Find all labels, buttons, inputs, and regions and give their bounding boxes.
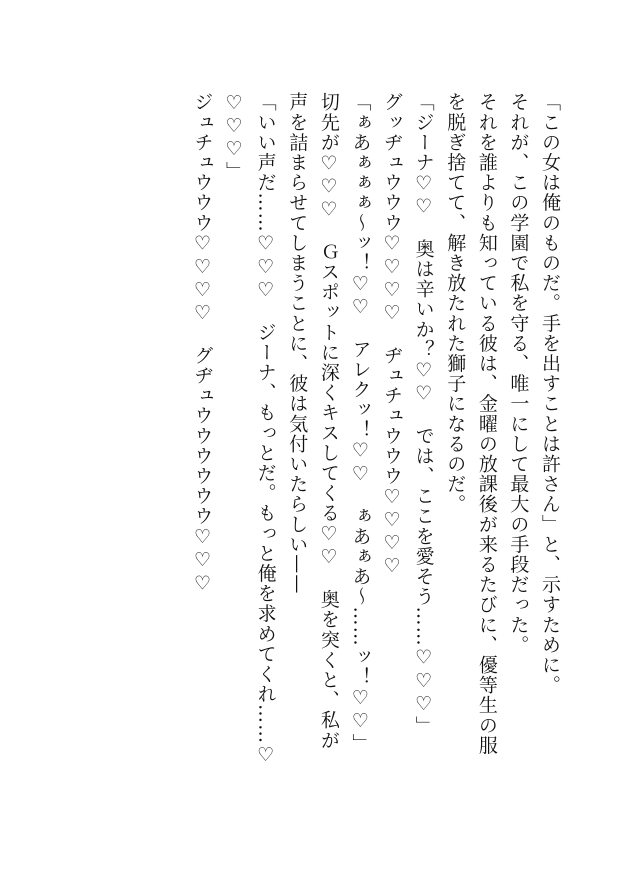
text-line: 声を詰まらせてしまうことに、彼は気付いたらしい—— [286,92,309,595]
text-line: 「ぁあぁぁぁ〜ッ！♡♡ アレクッ！♡♡ ぁあぁあ〜……ッ！♡♡」 [349,92,372,754]
text-line: それが、この学園で私を守る、唯一にして最大の手段だった。 [507,92,530,655]
text-line: グッヂュウウウ♡♡♡♡ ヂュチュウウウ♡♡♡♡ [381,92,404,579]
text-line: 「ジーナ♡♡ 奥は辛いか？♡♡ では、ここを愛そう……♡♡♡」 [412,92,435,737]
text-line: 「いい声だ……♡♡♡ ジーナ、もっとだ。もっと俺を求めてくれ……♡ [254,92,277,768]
text-line: ジュチュウウウ♡♡♡♡ グヂュウウウウウウ♡♡♡ [191,92,214,596]
text-line: 切先が♡♡♡ Ｇスポットに深くキスしてくる♡♡ 奥を突くと、私が [317,92,340,751]
text-line: それを誰よりも知っている彼は、金曜の放課後が来るたびに、優等生の服 [475,92,498,756]
body-text [186,92,565,792]
text-line: を脱ぎ捨てて、解き放たれた獅子になるのだ。 [444,92,467,515]
text-line: ♡♡♡」 [223,92,246,182]
text-line: 「この女は俺のものだ。手を出すことは許さん」と、示すために。 [539,92,561,695]
